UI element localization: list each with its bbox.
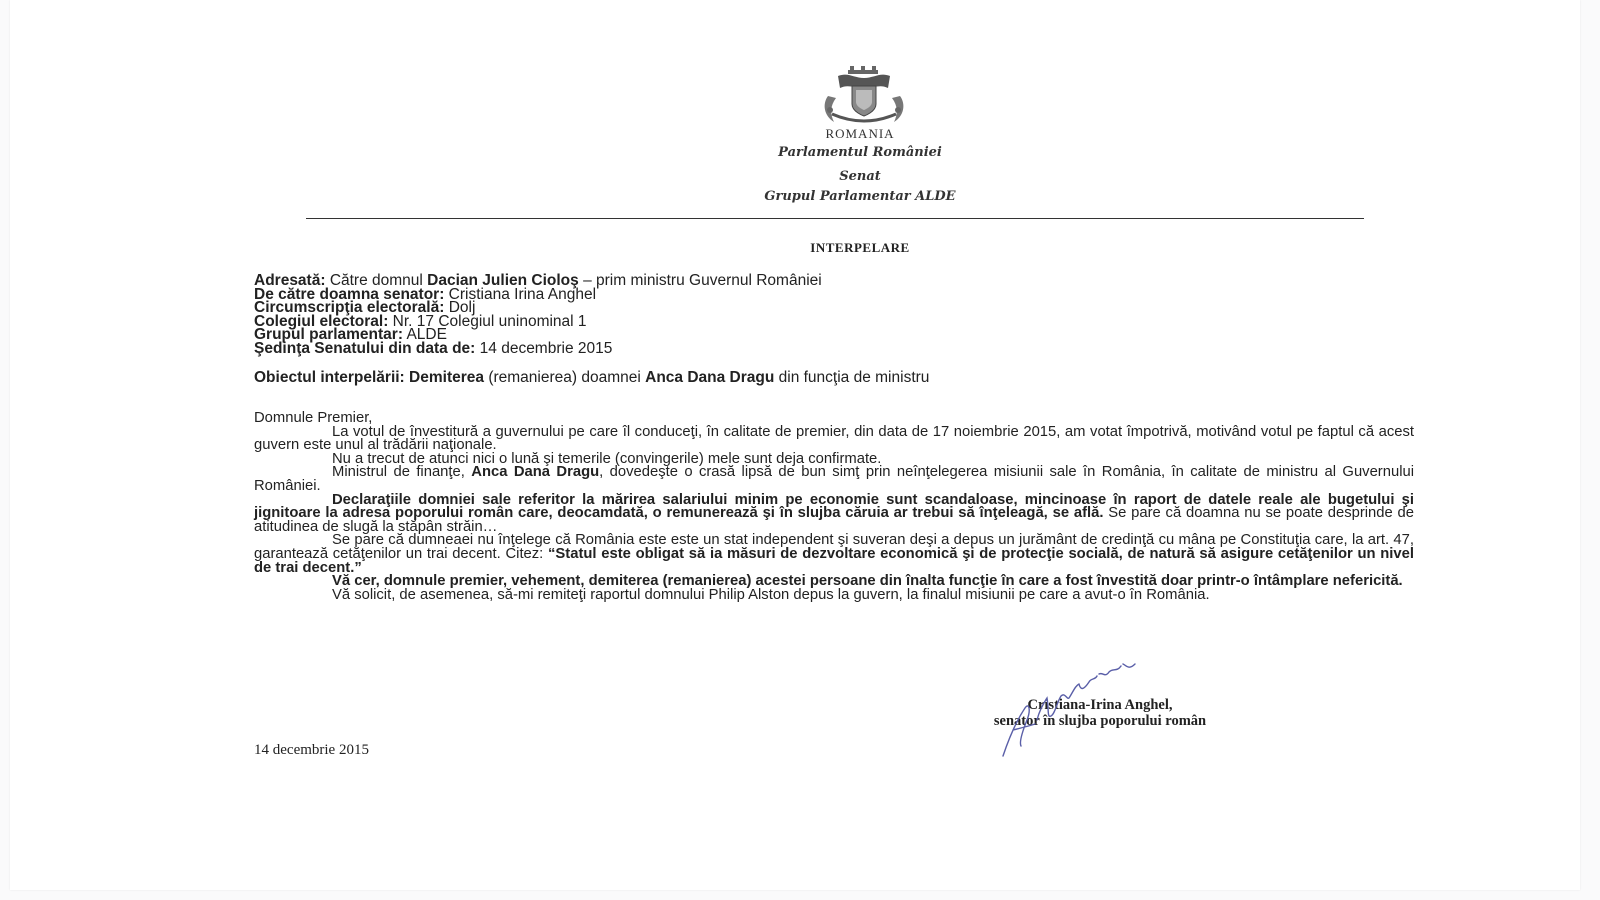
- meta-value: Către domnul: [329, 272, 428, 289]
- meta-label: Grupul parlamentar:: [254, 326, 403, 344]
- meta-value: Nr. 17 Colegiul uninominal 1: [388, 312, 587, 330]
- document-title: INTERPELARE: [810, 240, 910, 255]
- institution-label: Parlamentul României: [778, 145, 942, 160]
- paragraph-text: Ministrul de finanţe,: [332, 464, 472, 481]
- meta-label: Colegiul electoral:: [254, 312, 389, 330]
- country-label: ROMANIA: [825, 126, 895, 141]
- meta-label: Adresată:: [254, 272, 326, 289]
- meta-value: 14 decembrie 2015: [475, 339, 613, 357]
- meta-label: Şedinţa Senatului din data de:: [254, 339, 476, 357]
- letter-body: [254, 412, 1414, 602]
- paragraph: Vă solicit, de asemenea, să-mi remiteţi raportul domnului Philip Alston depus la guvern, la finalul misiunii pe care a avut-o în România.: [332, 586, 1210, 603]
- meta-row-session-date: [254, 339, 1404, 357]
- paragraph: Nu a trecut de atunci nici o lună şi temerile (convingerile) mele sunt deja confirmate.: [332, 450, 882, 467]
- constitution-quote: “Statul este obligat să ia măsuri de dezvoltare economică şi de protecţie socială, de natură să asigure cetăţenilor un nivel de trai decent.”: [254, 545, 1414, 576]
- paragraph-text-bold: Declaraţiile domniei sale referitor la mărirea salariului minim pe economie sunt scandaloase, mincinoase în raport de datele reale ale bugetului şi jignitoare la adresa poporului român care, deocamdată, o remunerează şi în slujba căruia ar trebui să înţeleagă, se află.: [254, 491, 1414, 522]
- romanian-coat-of-arms-icon: [818, 66, 910, 130]
- handwritten-signature-icon: [995, 658, 1145, 763]
- paragraph: La votul de învestitură a guvernului pe care îl conduceţi, în calitate de premier, din data de 17 noiembrie 2015, am votat împotrivă, motivând votul pe faptul că acest guvern este unul al trădării naţionale.: [254, 423, 1414, 454]
- subject-person: Anca Dana Dragu: [645, 369, 775, 386]
- document-date: 14 decembrie 2015: [254, 742, 369, 758]
- header-divider: [306, 218, 1364, 219]
- salutation: Domnule Premier,: [254, 410, 373, 426]
- subject-part: (remanierea) doamnei: [484, 369, 646, 386]
- document-page: [10, 0, 1580, 890]
- subject-label: Obiectul interpelării:: [254, 369, 405, 386]
- addressee-name: Dacian Julien Cioloş: [427, 272, 579, 289]
- paragraph: [254, 534, 1414, 575]
- group-label: Grupul Parlamentar ALDE: [764, 189, 956, 204]
- paragraph-text: Se pare că doamna nu se poate desprinde de atitudinea de slugă la stăpân străin…: [254, 505, 1414, 535]
- metadata-block: [254, 274, 1404, 356]
- signatory-name: Cristiana-Irina Anghel,: [1027, 697, 1173, 713]
- subject-part: Demiterea: [409, 369, 485, 386]
- addressee-role: – prim ministru Guvernul României: [578, 272, 822, 289]
- meta-value: Dolj: [444, 299, 476, 317]
- chamber-label: Senat: [839, 169, 881, 184]
- paragraph-text: Se pare că dumneaei nu înţelege că România este este un stat independent şi suveran deşi a depus un jurământ de credinţă cu mâna pe Constituţia care, la art. 47, garantează cetăţenilor un trai decent. Citez:: [254, 532, 1414, 562]
- meta-value: ALDE: [403, 326, 447, 344]
- paragraph-text: , dovedeşte o crasă lipsă de bun simţ prin neînţelegerea misiunii sale în România, în calitate de ministru al Guvernului României.: [254, 464, 1414, 494]
- subject-part: din funcţia de ministru: [774, 369, 930, 386]
- paragraph: [254, 466, 1414, 493]
- paragraph: Vă cer, domnule premier, vehement, demiterea (remanierea) acestei persoane din înalta funcţie în care a fost învestită doar printr-o întâmplare nefericită.: [332, 573, 1403, 590]
- paragraph-text-bold: Anca Dana Dragu: [471, 464, 600, 481]
- meta-label: Circumscripţia electorală:: [254, 299, 445, 317]
- subject-line: [254, 369, 1404, 387]
- signatory-role: senator în slujba poporului român: [993, 713, 1207, 729]
- meta-label: De către doamna senator:: [254, 285, 445, 303]
- meta-value: Cristiana Irina Anghel: [444, 285, 597, 303]
- paragraph: [254, 491, 1414, 535]
